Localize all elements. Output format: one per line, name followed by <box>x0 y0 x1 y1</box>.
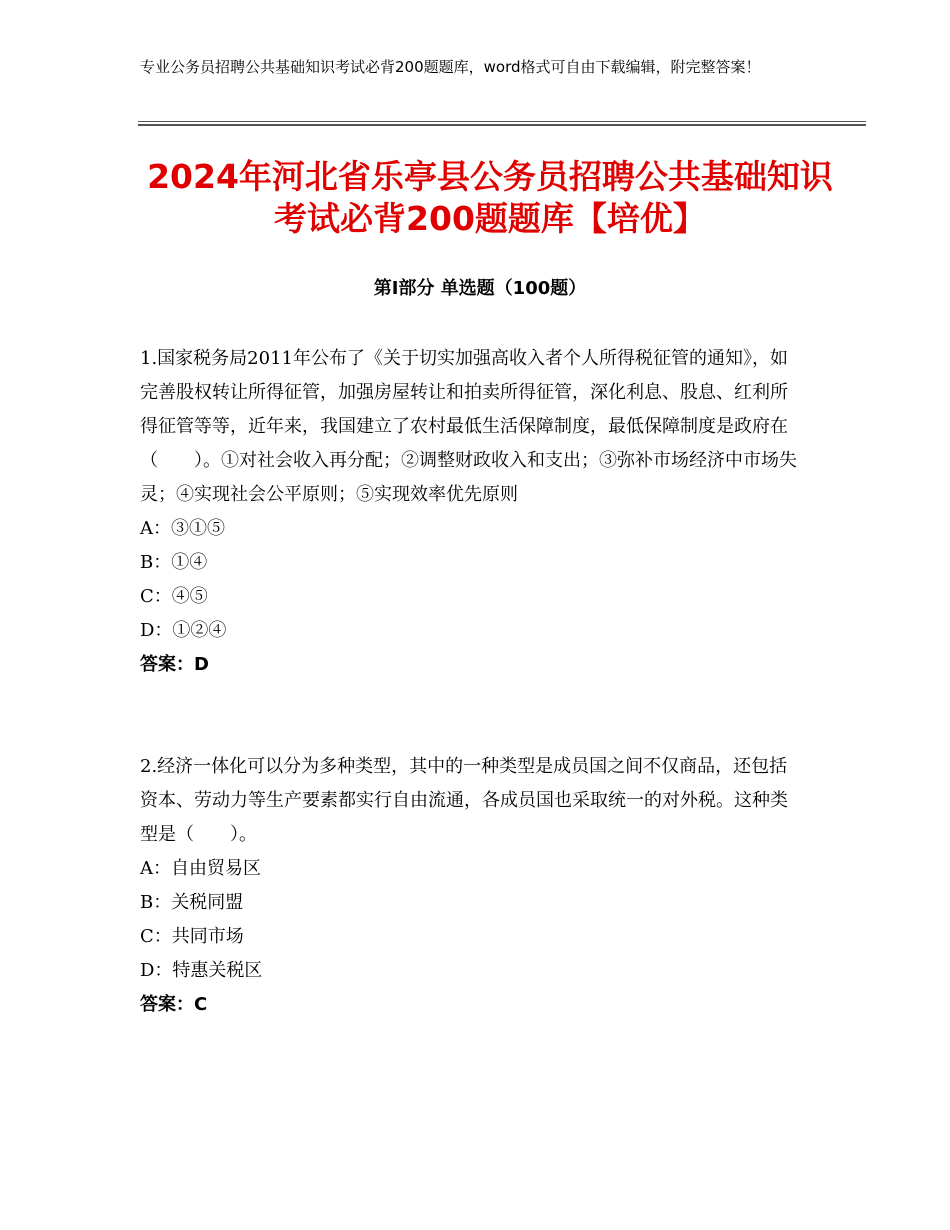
question-2 <box>140 750 805 1022</box>
option-c: C：④⑤ <box>140 586 208 607</box>
option-d: D：特惠关税区 <box>140 960 263 981</box>
option-a: A：自由贸易区 <box>140 858 261 879</box>
option-b: B：①④ <box>140 552 208 573</box>
answer: 答案：C <box>140 994 208 1015</box>
section-title: 第Ⅰ部分 单选题（100题） <box>373 278 587 299</box>
question-stem: 1.国家税务局2011年公布了《关于切实加强高收入者个人所得税征管的通知》，如完善股权转让所得征管，加强房屋转让和拍卖所得征管，深化利息、股息、红利所得征管等等，近年来，我国建立了农村最低生活保障制度，最低保障制度是政府在（ ）。①对社会收入再分配；②调整财政收入和支出；③弥补市场经济中市场失灵；④实现社会公平原则；⑤实现效率优先原则 <box>140 348 797 505</box>
option-c: C：共同市场 <box>140 926 244 947</box>
option-b: B：关税同盟 <box>140 892 244 913</box>
answer: 答案：D <box>140 654 209 675</box>
option-d: D：①②④ <box>140 620 227 641</box>
question-1 <box>140 342 805 682</box>
option-a: A：③①⑤ <box>140 518 225 539</box>
question-stem: 2.经济一体化可以分为多种类型，其中的一种类型是成员国之间不仅商品，还包括资本、劳动力等生产要素都实行自由流通，各成员国也采取统一的对外税。这种类型是（ ）。 <box>140 756 788 845</box>
header-divider-top <box>138 121 866 122</box>
header-divider-bottom <box>138 124 866 126</box>
page-title: 2024年河北省乐亭县公务员招聘公共基础知识考试必背200题题库【培优】 <box>147 157 833 238</box>
header-note: 专业公务员招聘公共基础知识考试必背200题题库，word格式可自由下载编辑，附完整答案！ <box>140 58 761 76</box>
